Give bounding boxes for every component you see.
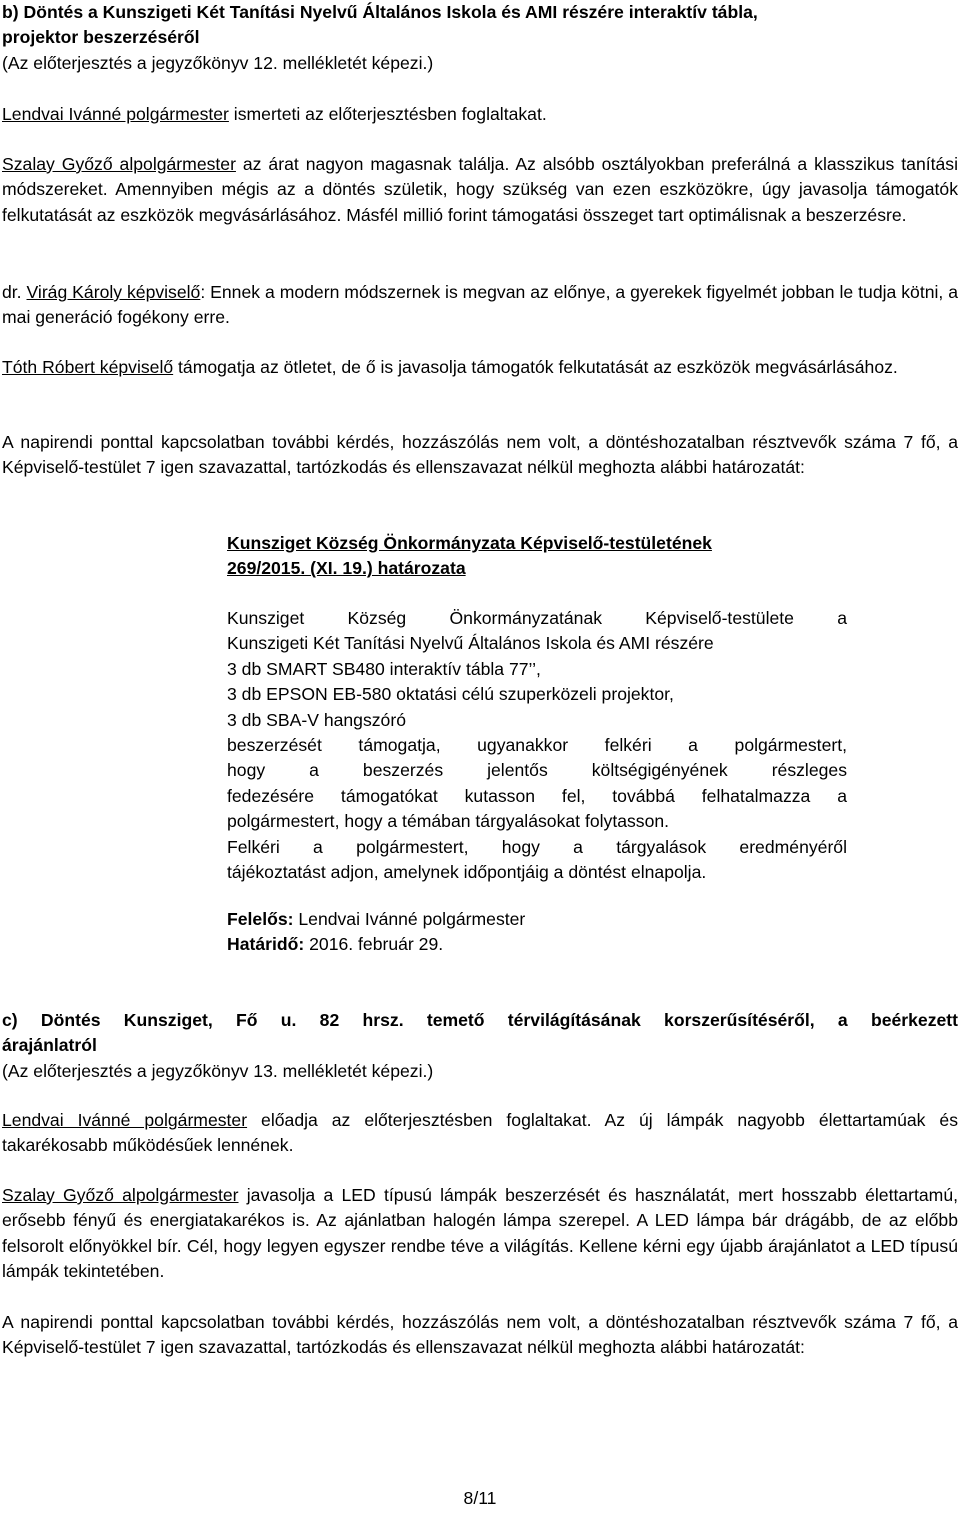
section-b-paragraph-council-member-1 [2,280,958,331]
section-b-paragraph-mayor [2,102,958,127]
resolution-line: fedezésére támogatókat kutasson fel, továbbá felhatalmazza a [227,785,847,806]
section-c-title-line-2: árajánlatról [2,1035,97,1056]
paragraph-text: az árat nagyon magasnak találja. Az alsóbb osztályokban preferálná a klasszikus tanítási módszereket. Amennyiben mégis az a döntés születik, hogy szükség van ezen eszközökre, úgy javasolja támogatók felkutatását az eszközök megvásárlásához. Másfél millió forint támogatási összeget tart optimálisnak a beszerzésre. [2,154,958,225]
resolution-line: Kunszigeti Két Tanítási Nyelvű Általános Iskola és AMI részére [227,633,714,654]
resolution-number: 269/2015. (XI. 19.) határozata [227,558,466,579]
section-c-annex-note: (Az előterjesztés a jegyzőkönyv 13. mellékletét képezi.) [2,1060,434,1081]
section-c-voting-paragraph: A napirendi ponttal kapcsolatban további kérdés, hozzászólás nem volt, a döntéshozatalban résztvevők száma 7 fő, a Képviselő-testület 7 igen szavazattal, tartózkodás és ellenszavazat nélkül meghozta alábbi határozatát: [2,1312,958,1358]
speaker-name: Szalay Győző alpolgármester [2,1185,239,1205]
deadline-value: 2016. február 29. [304,934,444,955]
section-c-paragraph-deputy-mayor [2,1183,958,1285]
deadline-label: Határidő: [227,934,305,955]
paragraph-text: előadja az előterjesztésben foglaltakat. Az új lámpák nagyobb élettartamúak és takarékosabb működésűek lennének. [2,1110,958,1156]
section-c-title-line-1: c) Döntés Kunsziget, Fő u. 82 hrsz. temető térvilágításának korszerűsítéséről, a beérkezett [2,1010,958,1030]
resolution-line: polgármestert, hogy a témában tárgyalásokat folytasson. [227,811,670,832]
resolution-line: Kunsziget Község Önkormányzatának Képviselő-testülete a [227,608,847,628]
resolution-block [227,531,847,582]
section-b-title-line-1: b) Döntés a Kunszigeti Két Tanítási Nyelvű Általános Iskola és AMI részére interaktív tábla, [2,2,758,22]
section-c-heading [2,1008,958,1084]
resolution-line: 3 db SBA-V hangszóró [227,709,406,730]
section-b-paragraph-council-member-2 [2,355,958,380]
resolution-footer [227,907,847,958]
resolution-line: 3 db SMART SB480 interaktív tábla 77’’, [227,658,541,679]
speaker-name: Szalay Győző alpolgármester [2,154,236,174]
section-b-voting-paragraph: A napirendi ponttal kapcsolatban további kérdés, hozzászólás nem volt, a döntéshozatalban résztvevők száma 7 fő, a Képviselő-testület 7 igen szavazattal, tartózkodás és ellenszavazat nélkül meghozta alábbi határozatát: [2,432,958,478]
section-b-heading [2,0,958,76]
resolution-line: hogy a beszerzés jelentős költségigényének részleges [227,760,847,781]
speaker-name: Virág Károly képviselő [26,282,201,302]
resolution-line: beszerzését támogatja, ugyanakkor felkéri a polgármestert, [227,735,847,756]
responsible-label: Felelős: [227,909,294,929]
section-b-annex-note: (Az előterjesztés a jegyzőkönyv 12. mellékletét képezi.) [2,52,434,73]
page-number: 8/11 [463,1488,497,1508]
responsible-line [227,907,847,932]
deadline-line [227,932,847,957]
section-b-paragraph-deputy-mayor [2,152,958,228]
section-b-title-line-2: projektor beszerzéséről [2,27,200,48]
paragraph-text: ismerteti az előterjesztésben foglaltakat. [228,104,547,124]
speaker-name: Lendvai Ivánné polgármester [2,1110,248,1130]
speaker-name: Tóth Róbert képviselő [2,357,174,377]
resolution-line: tájékoztatást adjon, amelynek időpontjáig a döntést elnapolja. [227,862,707,883]
name-prefix: dr. [2,282,27,302]
paragraph-text: : Ennek a modern módszernek is megvan az előnye, a gyerekek figyelmét jobban le tudja kötni, a mai generáció fogékony erre. [2,282,959,328]
paragraph-text: javasolja a LED típusú lámpák beszerzését és használatát, mert hosszabb élettartamú, erősebb fényű és energiatakarékos is. Az ajánlatban halogén lámpa szerepel. A LED lámpa bár drágább, de az előbb felsorolt előnyökkel bír. Cél, hogy legyen egyszer rendbe téve a világítás. Kellene kérni egy újabb árajánlatot a LED típusú lámpák tekintetében. [2,1185,958,1282]
paragraph-text: támogatja az ötletet, de ő is javasolja támogatók felkutatását az eszközök megvásárlásához. [173,357,898,377]
resolution-line: Felkéri a polgármestert, hogy a tárgyalások eredményéről [227,836,847,857]
resolution-line: 3 db EPSON EB-580 oktatási célú szuperközeli projektor, [227,684,674,705]
section-c-paragraph-mayor [2,1108,958,1159]
speaker-name: Lendvai Ivánné polgármester [2,104,229,124]
responsible-value: Lendvai Ivánné polgármester [293,909,526,929]
resolution-title: Kunsziget Község Önkormányzata Képviselő-testületének [227,533,712,553]
resolution-body [227,606,847,885]
